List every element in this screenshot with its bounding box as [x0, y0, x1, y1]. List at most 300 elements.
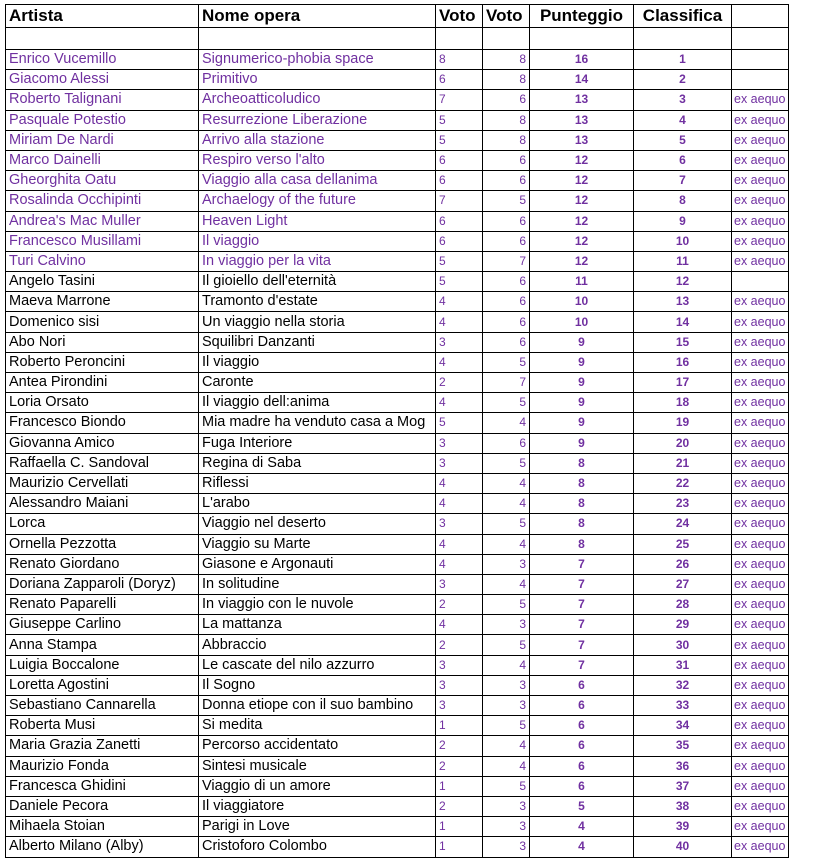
punteggio-cell: 12	[530, 211, 634, 231]
table-row	[6, 373, 789, 393]
opera-cell: La mattanza	[199, 615, 436, 635]
table-row	[6, 70, 789, 90]
table-row	[6, 272, 789, 292]
opera-cell: Riflessi	[199, 473, 436, 493]
table-row	[6, 796, 789, 816]
opera-cell: Abbraccio	[199, 635, 436, 655]
voto-1-cell: 2	[436, 736, 483, 756]
ex-aequo-cell: ex aequo	[732, 453, 789, 473]
table-row	[6, 574, 789, 594]
ex-aequo-cell: ex aequo	[732, 574, 789, 594]
table-row	[6, 554, 789, 574]
voto-1-cell: 2	[436, 796, 483, 816]
opera-cell: Respiro verso l'alto	[199, 150, 436, 170]
punteggio-cell: 12	[530, 150, 634, 170]
classifica-cell: 27	[634, 574, 732, 594]
table-row	[6, 90, 789, 110]
punteggio-cell: 8	[530, 453, 634, 473]
table-row	[6, 615, 789, 635]
classifica-cell: 14	[634, 312, 732, 332]
ex-aequo-cell: ex aequo	[732, 514, 789, 534]
opera-cell: Percorso accidentato	[199, 736, 436, 756]
voto-2-cell: 4	[483, 473, 530, 493]
voto-1-cell: 4	[436, 312, 483, 332]
punteggio-cell: 7	[530, 554, 634, 574]
punteggio-cell: 9	[530, 332, 634, 352]
opera-cell: Caronte	[199, 373, 436, 393]
opera-cell: Archaelogy of the future	[199, 191, 436, 211]
ex-aequo-cell: ex aequo	[732, 171, 789, 191]
opera-cell: Il viaggio	[199, 352, 436, 372]
voto-2-cell: 5	[483, 453, 530, 473]
voto-1-cell: 4	[436, 393, 483, 413]
voto-2-cell: 3	[483, 817, 530, 837]
punteggio-cell: 9	[530, 433, 634, 453]
artist-cell: Anna Stampa	[6, 635, 199, 655]
punteggio-cell: 6	[530, 776, 634, 796]
punteggio-cell: 9	[530, 413, 634, 433]
punteggio-cell: 9	[530, 352, 634, 372]
voto-2-cell: 7	[483, 251, 530, 271]
artist-cell: Mihaela Stoian	[6, 817, 199, 837]
voto-1-cell: 3	[436, 696, 483, 716]
voto-2-cell: 5	[483, 393, 530, 413]
blank-cell	[199, 28, 436, 50]
classifica-cell: 23	[634, 494, 732, 514]
opera-cell: Viaggio nel deserto	[199, 514, 436, 534]
ex-aequo-cell: ex aequo	[732, 150, 789, 170]
opera-cell: In viaggio con le nuvole	[199, 595, 436, 615]
opera-cell: Giasone e Argonauti	[199, 554, 436, 574]
voto-1-cell: 3	[436, 574, 483, 594]
opera-cell: Tramonto d'estate	[199, 292, 436, 312]
voto-2-cell: 3	[483, 696, 530, 716]
voto-1-cell: 7	[436, 90, 483, 110]
voto-2-cell: 3	[483, 615, 530, 635]
table-row	[6, 514, 789, 534]
table-row	[6, 736, 789, 756]
table-row	[6, 130, 789, 150]
voto-1-cell: 4	[436, 292, 483, 312]
artist-cell: Renato Paparelli	[6, 595, 199, 615]
table-row	[6, 756, 789, 776]
ex-aequo-cell: ex aequo	[732, 312, 789, 332]
opera-cell: Mia madre ha venduto casa a Mog	[199, 413, 436, 433]
classifica-cell: 38	[634, 796, 732, 816]
classifica-cell: 11	[634, 251, 732, 271]
artist-cell: Roberta Musi	[6, 716, 199, 736]
punteggio-cell: 13	[530, 110, 634, 130]
classifica-cell: 37	[634, 776, 732, 796]
opera-cell: In viaggio per la vita	[199, 251, 436, 271]
ex-aequo-cell: ex aequo	[732, 211, 789, 231]
classifica-cell: 29	[634, 615, 732, 635]
voto-1-cell: 2	[436, 373, 483, 393]
voto-1-cell: 4	[436, 554, 483, 574]
artist-cell: Miriam De Nardi	[6, 130, 199, 150]
opera-cell: Regina di Saba	[199, 453, 436, 473]
voto-1-cell: 6	[436, 231, 483, 251]
voto-1-cell: 2	[436, 635, 483, 655]
voto-2-cell: 6	[483, 90, 530, 110]
opera-cell: Viaggio alla casa dellanima	[199, 171, 436, 191]
ex-aequo-cell: ex aequo	[732, 393, 789, 413]
blank-row	[6, 28, 789, 50]
ex-aequo-cell: ex aequo	[732, 776, 789, 796]
table-row	[6, 635, 789, 655]
punteggio-cell: 6	[530, 736, 634, 756]
punteggio-cell: 7	[530, 595, 634, 615]
opera-cell: Squilibri Danzanti	[199, 332, 436, 352]
voto-2-cell: 8	[483, 70, 530, 90]
punteggio-cell: 13	[530, 130, 634, 150]
table-row	[6, 595, 789, 615]
voto-2-cell: 5	[483, 776, 530, 796]
header-voto-1: Voto	[436, 5, 483, 28]
artist-cell: Roberto Talignani	[6, 90, 199, 110]
voto-1-cell: 7	[436, 191, 483, 211]
voto-2-cell: 6	[483, 332, 530, 352]
classifica-cell: 35	[634, 736, 732, 756]
blank-cell	[6, 28, 199, 50]
results-table	[5, 4, 789, 858]
table-row	[6, 292, 789, 312]
ex-aequo-cell: ex aequo	[732, 655, 789, 675]
classifica-cell: 7	[634, 171, 732, 191]
table-row	[6, 716, 789, 736]
ex-aequo-cell: ex aequo	[732, 352, 789, 372]
classifica-cell: 13	[634, 292, 732, 312]
voto-2-cell: 3	[483, 837, 530, 857]
voto-1-cell: 5	[436, 251, 483, 271]
artist-cell: Ornella Pezzotta	[6, 534, 199, 554]
artist-cell: Abo Nori	[6, 332, 199, 352]
voto-2-cell: 5	[483, 635, 530, 655]
table-row	[6, 675, 789, 695]
artist-cell: Rosalinda Occhipinti	[6, 191, 199, 211]
classifica-cell: 34	[634, 716, 732, 736]
artist-cell: Doriana Zapparoli (Doryz)	[6, 574, 199, 594]
voto-2-cell: 5	[483, 352, 530, 372]
ex-aequo-cell: ex aequo	[732, 534, 789, 554]
classifica-cell: 26	[634, 554, 732, 574]
ex-aequo-cell: ex aequo	[732, 433, 789, 453]
voto-1-cell: 3	[436, 453, 483, 473]
classifica-cell: 5	[634, 130, 732, 150]
table-row	[6, 110, 789, 130]
artist-cell: Maurizio Cervellati	[6, 473, 199, 493]
artist-cell: Luigia Boccalone	[6, 655, 199, 675]
classifica-cell: 31	[634, 655, 732, 675]
punteggio-cell: 12	[530, 191, 634, 211]
table-row	[6, 776, 789, 796]
opera-cell: Il gioiello dell'eternità	[199, 272, 436, 292]
blank-cell	[483, 28, 530, 50]
table-row	[6, 251, 789, 271]
table-row	[6, 413, 789, 433]
artist-cell: Maeva Marrone	[6, 292, 199, 312]
classifica-cell: 40	[634, 837, 732, 857]
voto-2-cell: 5	[483, 595, 530, 615]
voto-2-cell: 6	[483, 312, 530, 332]
classifica-cell: 4	[634, 110, 732, 130]
ex-aequo-cell: ex aequo	[732, 716, 789, 736]
ex-aequo-cell: ex aequo	[732, 231, 789, 251]
punteggio-cell: 6	[530, 756, 634, 776]
ex-aequo-cell	[732, 70, 789, 90]
opera-cell: L'arabo	[199, 494, 436, 514]
ex-aequo-cell: ex aequo	[732, 635, 789, 655]
table-row	[6, 534, 789, 554]
voto-1-cell: 8	[436, 50, 483, 70]
table-body	[6, 28, 789, 858]
punteggio-cell: 10	[530, 292, 634, 312]
table-row	[6, 696, 789, 716]
table-row	[6, 171, 789, 191]
punteggio-cell: 6	[530, 675, 634, 695]
voto-1-cell: 6	[436, 70, 483, 90]
opera-cell: Cristoforo Colombo	[199, 837, 436, 857]
artist-cell: Francesco Musillami	[6, 231, 199, 251]
opera-cell: Sintesi musicale	[199, 756, 436, 776]
voto-1-cell: 3	[436, 332, 483, 352]
classifica-cell: 32	[634, 675, 732, 695]
punteggio-cell: 12	[530, 251, 634, 271]
opera-cell: Il Sogno	[199, 675, 436, 695]
artist-cell: Alberto Milano (Alby)	[6, 837, 199, 857]
ex-aequo-cell: ex aequo	[732, 615, 789, 635]
voto-1-cell: 1	[436, 837, 483, 857]
ex-aequo-cell: ex aequo	[732, 837, 789, 857]
voto-1-cell: 5	[436, 130, 483, 150]
artist-cell: Giovanna Amico	[6, 433, 199, 453]
voto-2-cell: 3	[483, 675, 530, 695]
ex-aequo-cell: ex aequo	[732, 373, 789, 393]
voto-1-cell: 3	[436, 675, 483, 695]
voto-2-cell: 5	[483, 716, 530, 736]
classifica-cell: 24	[634, 514, 732, 534]
classifica-cell: 2	[634, 70, 732, 90]
voto-2-cell: 4	[483, 534, 530, 554]
punteggio-cell: 7	[530, 655, 634, 675]
classifica-cell: 6	[634, 150, 732, 170]
table-row	[6, 655, 789, 675]
ex-aequo-cell: ex aequo	[732, 756, 789, 776]
voto-2-cell: 6	[483, 171, 530, 191]
punteggio-cell: 7	[530, 635, 634, 655]
artist-cell: Raffaella C. Sandoval	[6, 453, 199, 473]
artist-cell: Andrea's Mac Muller	[6, 211, 199, 231]
punteggio-cell: 5	[530, 796, 634, 816]
voto-1-cell: 1	[436, 817, 483, 837]
ex-aequo-cell: ex aequo	[732, 332, 789, 352]
opera-cell: Le cascate del nilo azzurro	[199, 655, 436, 675]
ex-aequo-cell	[732, 272, 789, 292]
voto-1-cell: 1	[436, 776, 483, 796]
opera-cell: Si medita	[199, 716, 436, 736]
voto-1-cell: 5	[436, 272, 483, 292]
classifica-cell: 18	[634, 393, 732, 413]
artist-cell: Francesca Ghidini	[6, 776, 199, 796]
opera-cell: Il viaggio dell:anima	[199, 393, 436, 413]
opera-cell: Donna etiope con il suo bambino	[199, 696, 436, 716]
blank-cell	[634, 28, 732, 50]
ex-aequo-cell: ex aequo	[732, 110, 789, 130]
classifica-cell: 19	[634, 413, 732, 433]
table-row	[6, 332, 789, 352]
classifica-cell: 15	[634, 332, 732, 352]
opera-cell: Fuga Interiore	[199, 433, 436, 453]
header-note	[732, 5, 789, 28]
punteggio-cell: 4	[530, 817, 634, 837]
voto-1-cell: 6	[436, 211, 483, 231]
voto-1-cell: 4	[436, 352, 483, 372]
artist-cell: Loretta Agostini	[6, 675, 199, 695]
classifica-cell: 39	[634, 817, 732, 837]
voto-1-cell: 4	[436, 615, 483, 635]
classifica-cell: 25	[634, 534, 732, 554]
voto-1-cell: 4	[436, 473, 483, 493]
ex-aequo-cell: ex aequo	[732, 554, 789, 574]
header-punteggio: Punteggio	[530, 5, 634, 28]
voto-2-cell: 8	[483, 110, 530, 130]
opera-cell: Signumerico-phobia space	[199, 50, 436, 70]
classifica-cell: 22	[634, 473, 732, 493]
artist-cell: Loria Orsato	[6, 393, 199, 413]
ex-aequo-cell: ex aequo	[732, 817, 789, 837]
voto-2-cell: 6	[483, 150, 530, 170]
table-row	[6, 433, 789, 453]
classifica-cell: 10	[634, 231, 732, 251]
classifica-cell: 16	[634, 352, 732, 372]
voto-1-cell: 2	[436, 595, 483, 615]
table-row	[6, 473, 789, 493]
punteggio-cell: 11	[530, 272, 634, 292]
ex-aequo-cell: ex aequo	[732, 413, 789, 433]
table-row	[6, 817, 789, 837]
ex-aequo-cell: ex aequo	[732, 736, 789, 756]
punteggio-cell: 4	[530, 837, 634, 857]
voto-2-cell: 4	[483, 655, 530, 675]
artist-cell: Alessandro Maiani	[6, 494, 199, 514]
voto-1-cell: 3	[436, 433, 483, 453]
table-row	[6, 837, 789, 857]
artist-cell: Roberto Peroncini	[6, 352, 199, 372]
artist-cell: Enrico Vucemillo	[6, 50, 199, 70]
classifica-cell: 8	[634, 191, 732, 211]
opera-cell: Parigi in Love	[199, 817, 436, 837]
blank-cell	[732, 28, 789, 50]
voto-1-cell: 5	[436, 110, 483, 130]
punteggio-cell: 10	[530, 312, 634, 332]
classifica-cell: 17	[634, 373, 732, 393]
opera-cell: Viaggio di un amore	[199, 776, 436, 796]
voto-2-cell: 5	[483, 514, 530, 534]
ex-aequo-cell: ex aequo	[732, 796, 789, 816]
header-voto-2: Voto	[483, 5, 530, 28]
opera-cell: In solitudine	[199, 574, 436, 594]
opera-cell: Viaggio su Marte	[199, 534, 436, 554]
voto-2-cell: 4	[483, 756, 530, 776]
punteggio-cell: 7	[530, 574, 634, 594]
ex-aequo-cell: ex aequo	[732, 675, 789, 695]
punteggio-cell: 14	[530, 70, 634, 90]
opera-cell: Resurrezione Liberazione	[199, 110, 436, 130]
voto-1-cell: 1	[436, 716, 483, 736]
voto-2-cell: 6	[483, 231, 530, 251]
voto-2-cell: 6	[483, 292, 530, 312]
artist-cell: Giacomo Alessi	[6, 70, 199, 90]
punteggio-cell: 16	[530, 50, 634, 70]
table-header	[6, 5, 789, 28]
header-artista: Artista	[6, 5, 199, 28]
artist-cell: Turi Calvino	[6, 251, 199, 271]
classifica-cell: 12	[634, 272, 732, 292]
blank-cell	[436, 28, 483, 50]
table-row	[6, 231, 789, 251]
artist-cell: Maria Grazia Zanetti	[6, 736, 199, 756]
ex-aequo-cell: ex aequo	[732, 494, 789, 514]
ex-aequo-cell: ex aequo	[732, 251, 789, 271]
classifica-cell: 21	[634, 453, 732, 473]
table-row	[6, 211, 789, 231]
ex-aequo-cell: ex aequo	[732, 130, 789, 150]
ex-aequo-cell: ex aequo	[732, 696, 789, 716]
opera-cell: Il viaggio	[199, 231, 436, 251]
classifica-cell: 33	[634, 696, 732, 716]
voto-2-cell: 6	[483, 211, 530, 231]
artist-cell: Renato Giordano	[6, 554, 199, 574]
artist-cell: Francesco Biondo	[6, 413, 199, 433]
punteggio-cell: 6	[530, 716, 634, 736]
opera-cell: Arrivo alla stazione	[199, 130, 436, 150]
classifica-cell: 28	[634, 595, 732, 615]
opera-cell: Primitivo	[199, 70, 436, 90]
voto-2-cell: 8	[483, 50, 530, 70]
table-row	[6, 150, 789, 170]
voto-1-cell: 3	[436, 514, 483, 534]
artist-cell: Giuseppe Carlino	[6, 615, 199, 635]
header-nome-opera: Nome opera	[199, 5, 436, 28]
punteggio-cell: 7	[530, 615, 634, 635]
voto-2-cell: 6	[483, 433, 530, 453]
table-row	[6, 393, 789, 413]
voto-2-cell: 4	[483, 494, 530, 514]
classifica-cell: 30	[634, 635, 732, 655]
punteggio-cell: 6	[530, 696, 634, 716]
header-classifica: Classifica	[634, 5, 732, 28]
punteggio-cell: 12	[530, 231, 634, 251]
classifica-cell: 20	[634, 433, 732, 453]
opera-cell: Il viaggiatore	[199, 796, 436, 816]
table-row	[6, 191, 789, 211]
table-row	[6, 50, 789, 70]
voto-1-cell: 6	[436, 171, 483, 191]
voto-2-cell: 8	[483, 130, 530, 150]
voto-2-cell: 3	[483, 554, 530, 574]
classifica-cell: 36	[634, 756, 732, 776]
artist-cell: Marco Dainelli	[6, 150, 199, 170]
voto-1-cell: 5	[436, 413, 483, 433]
voto-1-cell: 4	[436, 534, 483, 554]
ex-aequo-cell: ex aequo	[732, 292, 789, 312]
table-row	[6, 494, 789, 514]
voto-2-cell: 7	[483, 373, 530, 393]
opera-cell: Heaven Light	[199, 211, 436, 231]
ex-aequo-cell	[732, 50, 789, 70]
blank-cell	[530, 28, 634, 50]
voto-1-cell: 3	[436, 655, 483, 675]
